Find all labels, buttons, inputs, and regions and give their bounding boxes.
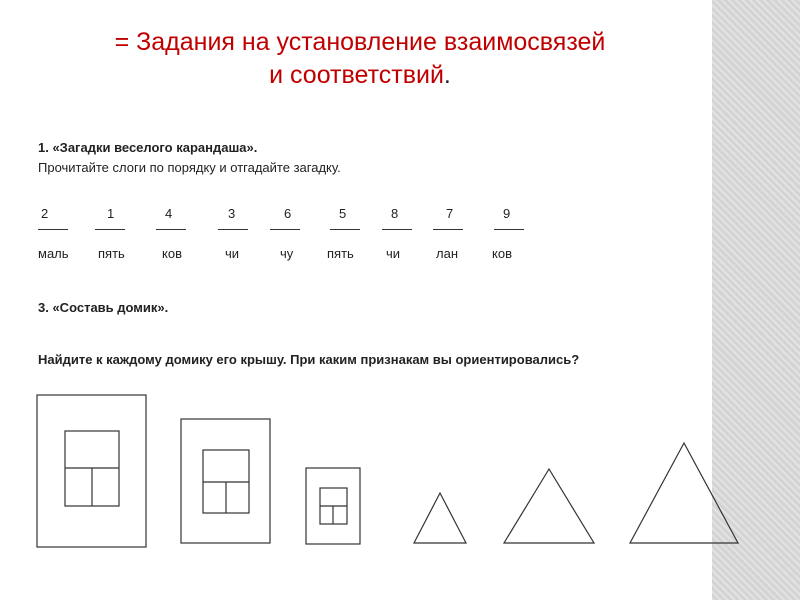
puzzle-number: 3 [228,206,236,221]
roof-large [630,443,738,543]
puzzle-syllable: лан [436,246,458,261]
puzzle-syllable: маль [38,246,69,261]
puzzle-number: 4 [165,206,173,221]
puzzle-number: 7 [446,206,454,221]
house-wall-medium [181,419,270,543]
puzzle-number: 9 [503,206,511,221]
puzzle-number: 8 [391,206,399,221]
puzzle-syllable: чи [386,246,401,261]
title-line-1: = Задания на установление взаимосвязей [114,28,606,56]
puzzle-number: 5 [339,206,347,221]
title-line-2-text: и соответствий [269,61,444,89]
roof-medium [504,469,594,543]
title-dot: . [443,61,451,89]
task1-instruction: Прочитайте слоги по порядку и отгадайте загадку. [38,160,341,175]
puzzle-syllable: ков [162,246,182,261]
task1-heading: 1. «Загадки веселого карандаша». [38,140,258,155]
puzzle-number: 6 [284,206,292,221]
puzzle-number: 2 [41,206,49,221]
task3-heading: 3. «Составь домик». [38,300,169,315]
roof-small [414,493,466,543]
puzzle-syllable: пять [98,246,125,261]
puzzle-syllable: пять [327,246,354,261]
task3-question: Найдите к каждому домику его крышу. При каким признакам вы ориентировались? [38,352,580,367]
puzzle-syllable: ков [492,246,512,261]
puzzle-number: 1 [107,206,115,221]
puzzle-syllable: чи [225,246,240,261]
puzzle-syllable: чу [280,246,294,261]
